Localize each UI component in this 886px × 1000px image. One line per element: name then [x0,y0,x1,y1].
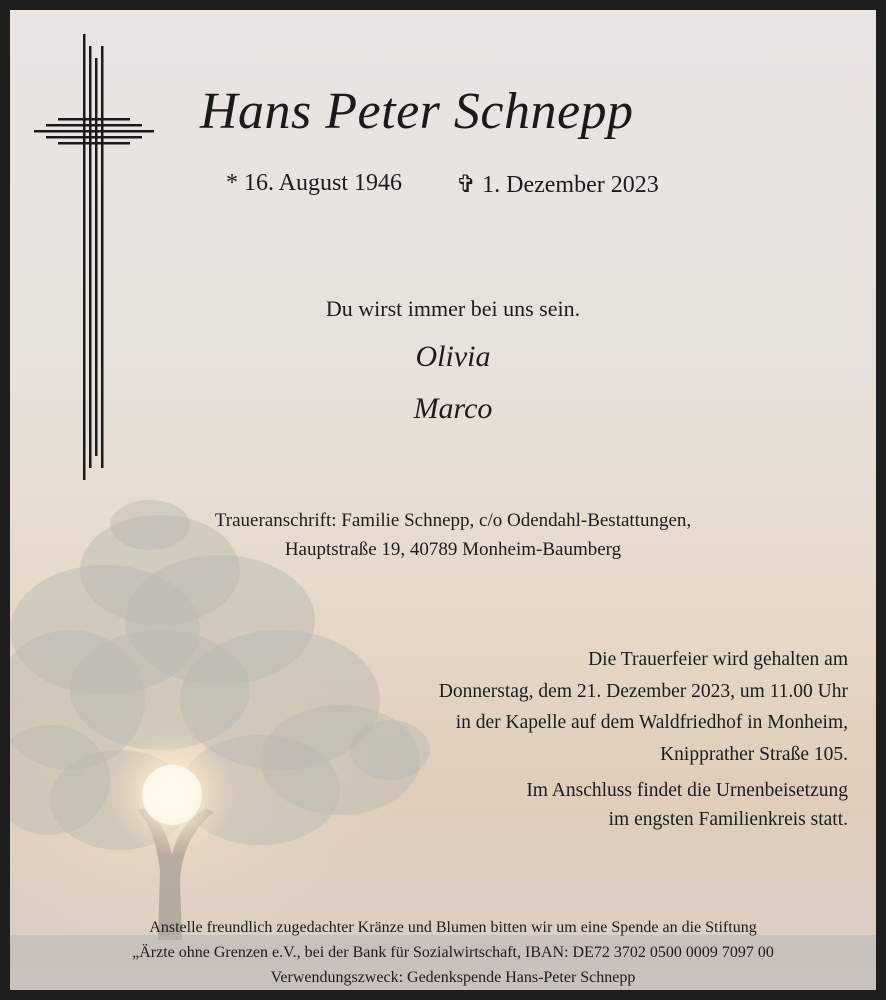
address-line: Traueranschrift: Familie Schnepp, c/o Odendahl-Bestattungen, [214,510,692,531]
deceased-name: Hans Peter Schnepp [200,83,634,140]
urn-line: Im Anschluss findet die Urnenbeisetzung [526,780,848,801]
donation-line: Anstelle freundlich zugedachter Kränze und Blumen bitten wir um eine Spende an die Stiftung [149,919,757,936]
mourner-name: Olivia [415,340,491,373]
urn-line: im engsten Familienkreis statt. [608,809,848,830]
ceremony-info [348,644,848,770]
ceremony-line: Knipprather Straße 105. [660,743,848,765]
ceremony-line: Die Trauerfeier wird gehalten am [588,649,848,670]
farewell-quote: Du wirst immer bei uns sein. [325,296,581,321]
ceremony-line: in der Kapelle auf dem Waldfriedhof in Monheim, [455,712,848,733]
donation-line: „Ärzte ohne Grenzen e.V., bei der Bank für Sozialwirtschaft, IBAN: DE72 3702 0500 0009 7097 00 [132,944,774,961]
address-line: Hauptstraße 19, 40789 Monheim-Baumberg [284,539,622,560]
death-date: ✞ 1. Dezember 2023 [456,172,659,198]
ceremony-line: Donnerstag, dem 21. Dezember 2023, um 11.00 Uhr [438,680,848,702]
urn-burial-info [348,776,848,834]
mourning-address [10,506,886,564]
donation-line: Verwendungszweck: Gedenkspende Hans-Peter Schnepp [270,969,636,986]
birth-date: * 16. August 1946 [226,170,403,196]
mourner-name: Marco [413,392,493,425]
donation-note [10,915,886,990]
